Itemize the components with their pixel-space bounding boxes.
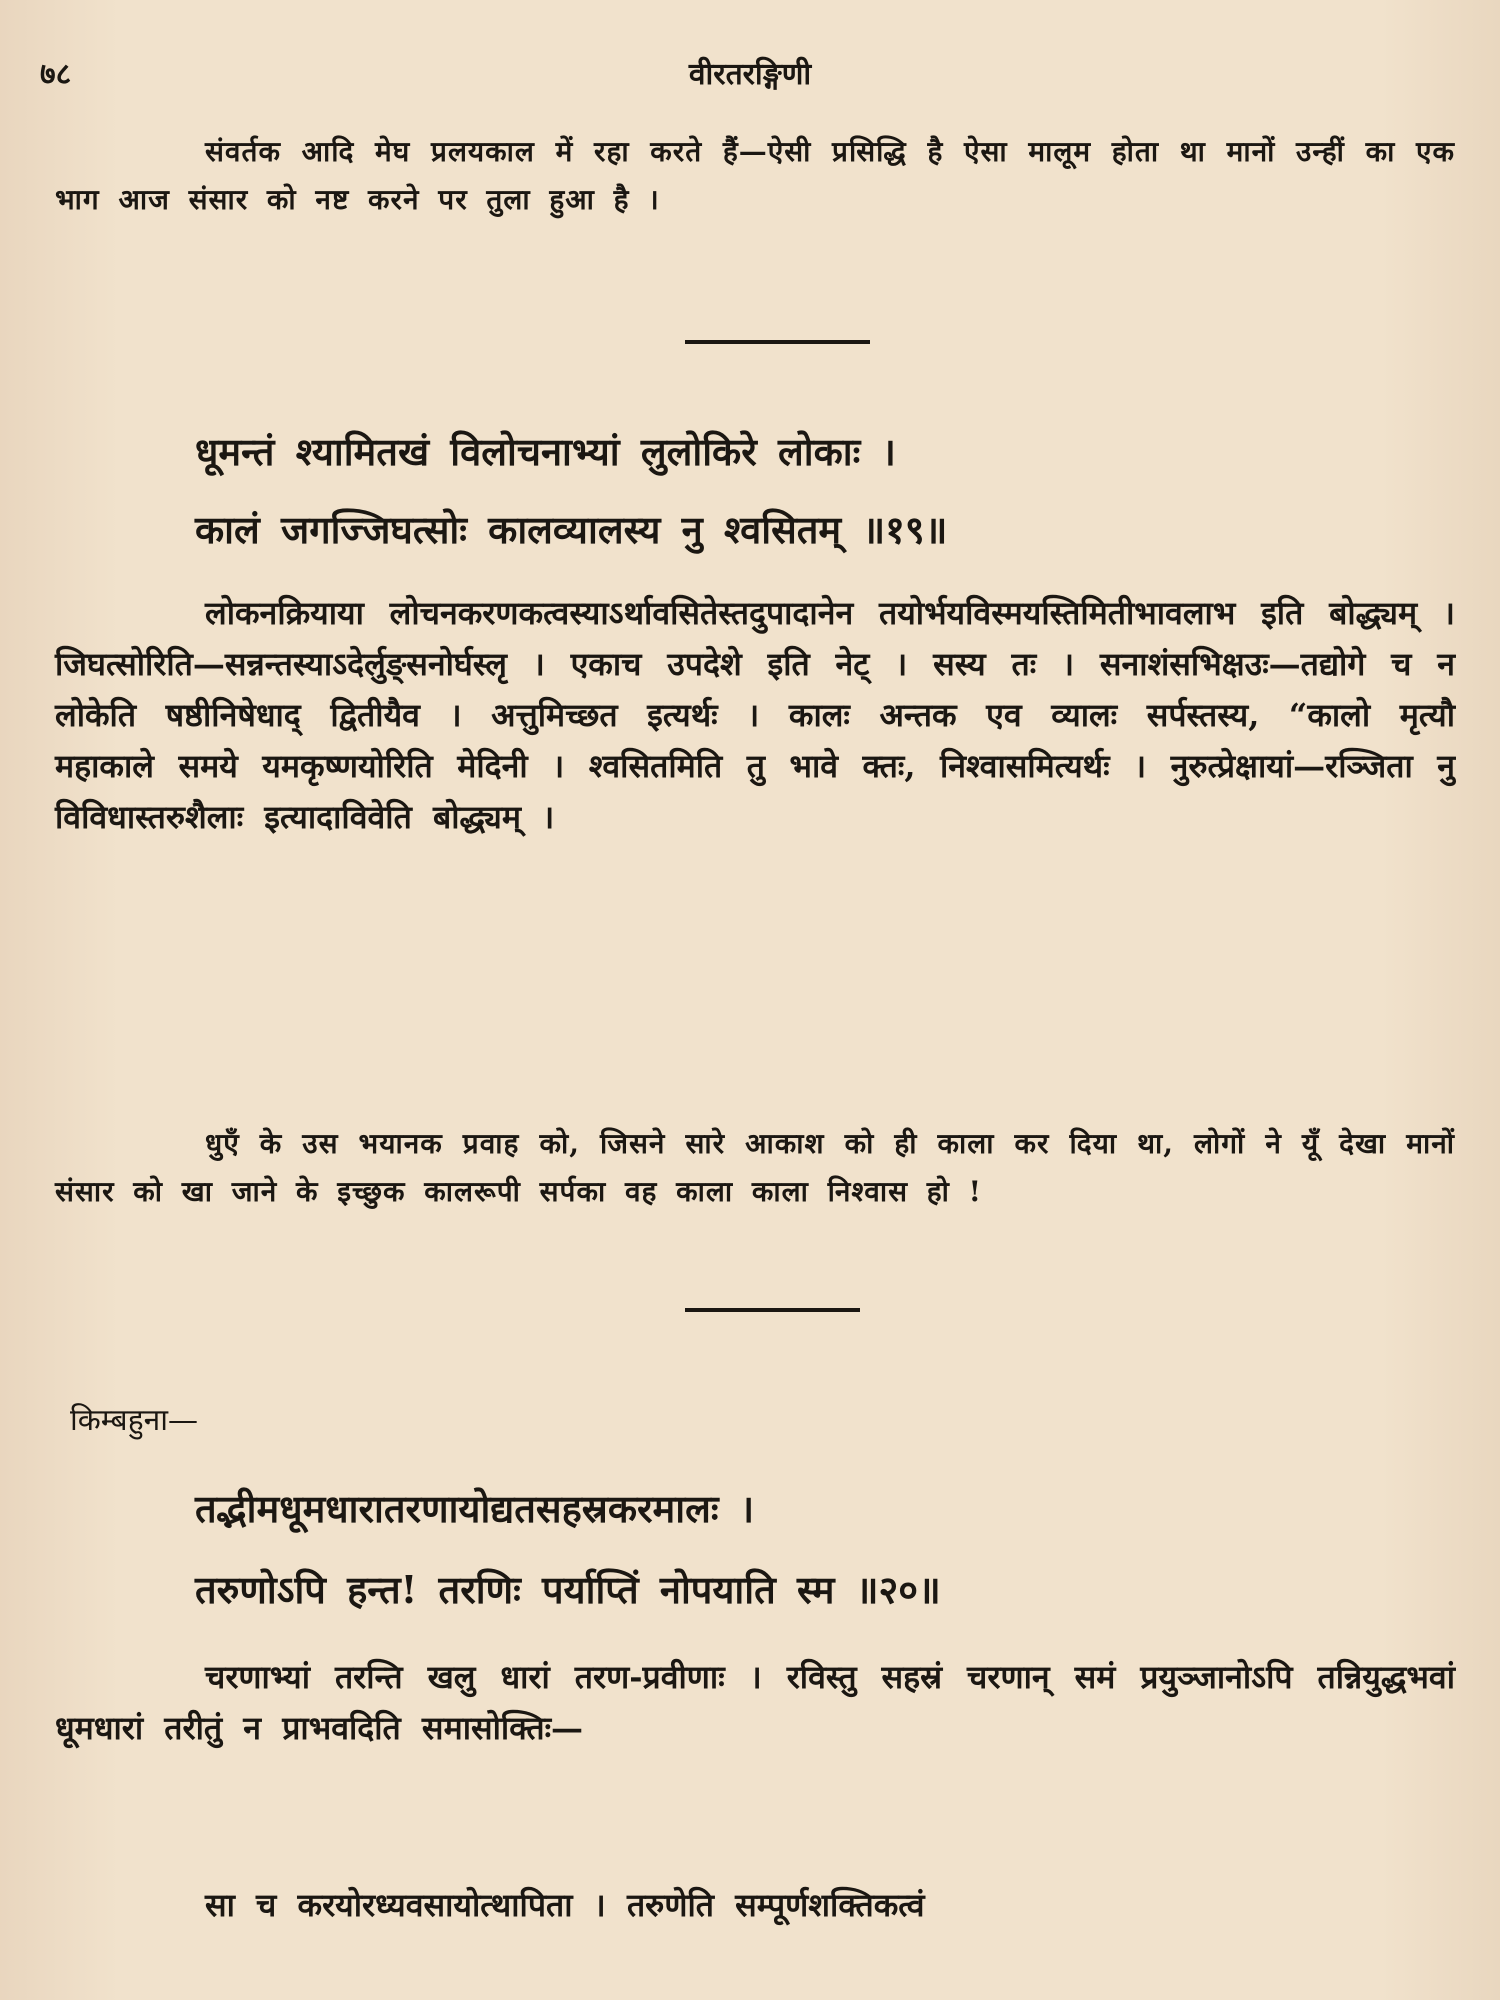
- section-divider: [685, 340, 870, 344]
- running-title: वीरतरङ्गिणी: [688, 57, 812, 92]
- verse-20-line-1: तद्भीमधूमधारातरणायोद्यतसहस्रकरमालः ।: [195, 1486, 755, 1531]
- hindi-translation-19: धुएँ के उस भयानक प्रवाह को, जिसने सारे आकाश को ही काला कर दिया था, लोगों ने यूँ देखा मानों संसार को खा जाने के इच्छुक कालरूपी सर्पका वह काला काला निश्वास हो !: [55, 1127, 1455, 1208]
- commentary-20: चरणाभ्यां तरन्ति खलु धारां तरण-प्रवीणाः । रविस्तु सहस्रं चरणान् समं प्रयुञ्जानोऽपि तन्नियुद्धभवां धूमधारां तरीतुं न प्राभवदिति समासोक्तिः—: [55, 1658, 1455, 1747]
- page-header: [40, 52, 1460, 92]
- page-number: ७८: [40, 57, 72, 92]
- kimbahuna-label: किम्बहुना—: [70, 1403, 199, 1438]
- commentary-20-continued: सा च करयोरध्यवसायोत्थापिता । तरुणेति सम्पूर्णशक्तिकत्वं: [205, 1886, 925, 1924]
- verse-19-line-2: कालं जगज्जिघत्सोः कालव्यालस्य नु श्वसितम् ॥१९॥: [195, 507, 948, 552]
- verse-20-line-2: तरुणोऽपि हन्त! तरणिः पर्याप्तिं नोपयाति स्म ॥२०॥: [195, 1567, 941, 1612]
- commentary-19: लोकनक्रियाया लोचनकरणकत्वस्याऽर्थावसितेस्तदुपादानेन तयोर्भयविस्मयस्तिमितीभावलाभ इति बोद्ध्यम् । जिघत्सोरिति—सन्नन्तस्याऽदेर्लुङ्सनोर्घस्लृ । एकाच उपदेशे इति नेट् । सस्य तः । सनाशंसभिक्षउः—तद्योगे च न लोकेति षष्ठीनिषेधाद् द्वितीयैव । अत्तुमिच्छत इत्यर्थः । कालः अन्तक एव व्यालः सर्पस्तस्य, “कालो मृत्यौ महाकाले समये यमकृष्णयोरिति मेदिनी । श्वसितमिति तु भावे क्तः, निश्वासमित्यर्थः । नुरुत्प्रेक्षायां—रञ्जिता नु विविधास्तरुशैलाः इत्यादाविवेति बोद्ध्यम् ।: [55, 594, 1455, 836]
- hindi-intro-paragraph: संवर्तक आदि मेघ प्रलयकाल में रहा करते हैं—ऐसी प्रसिद्धि है ऐसा मालूम होता था मानों उन्हीं का एक भाग आज संसार को नष्ट करने पर तुला हुआ है ।: [55, 135, 1455, 216]
- verse-19-line-1: धूमन्तं श्यामितखं विलोचनाभ्यां लुलोकिरे लोकाः ।: [195, 429, 896, 474]
- section-divider: [685, 1308, 860, 1312]
